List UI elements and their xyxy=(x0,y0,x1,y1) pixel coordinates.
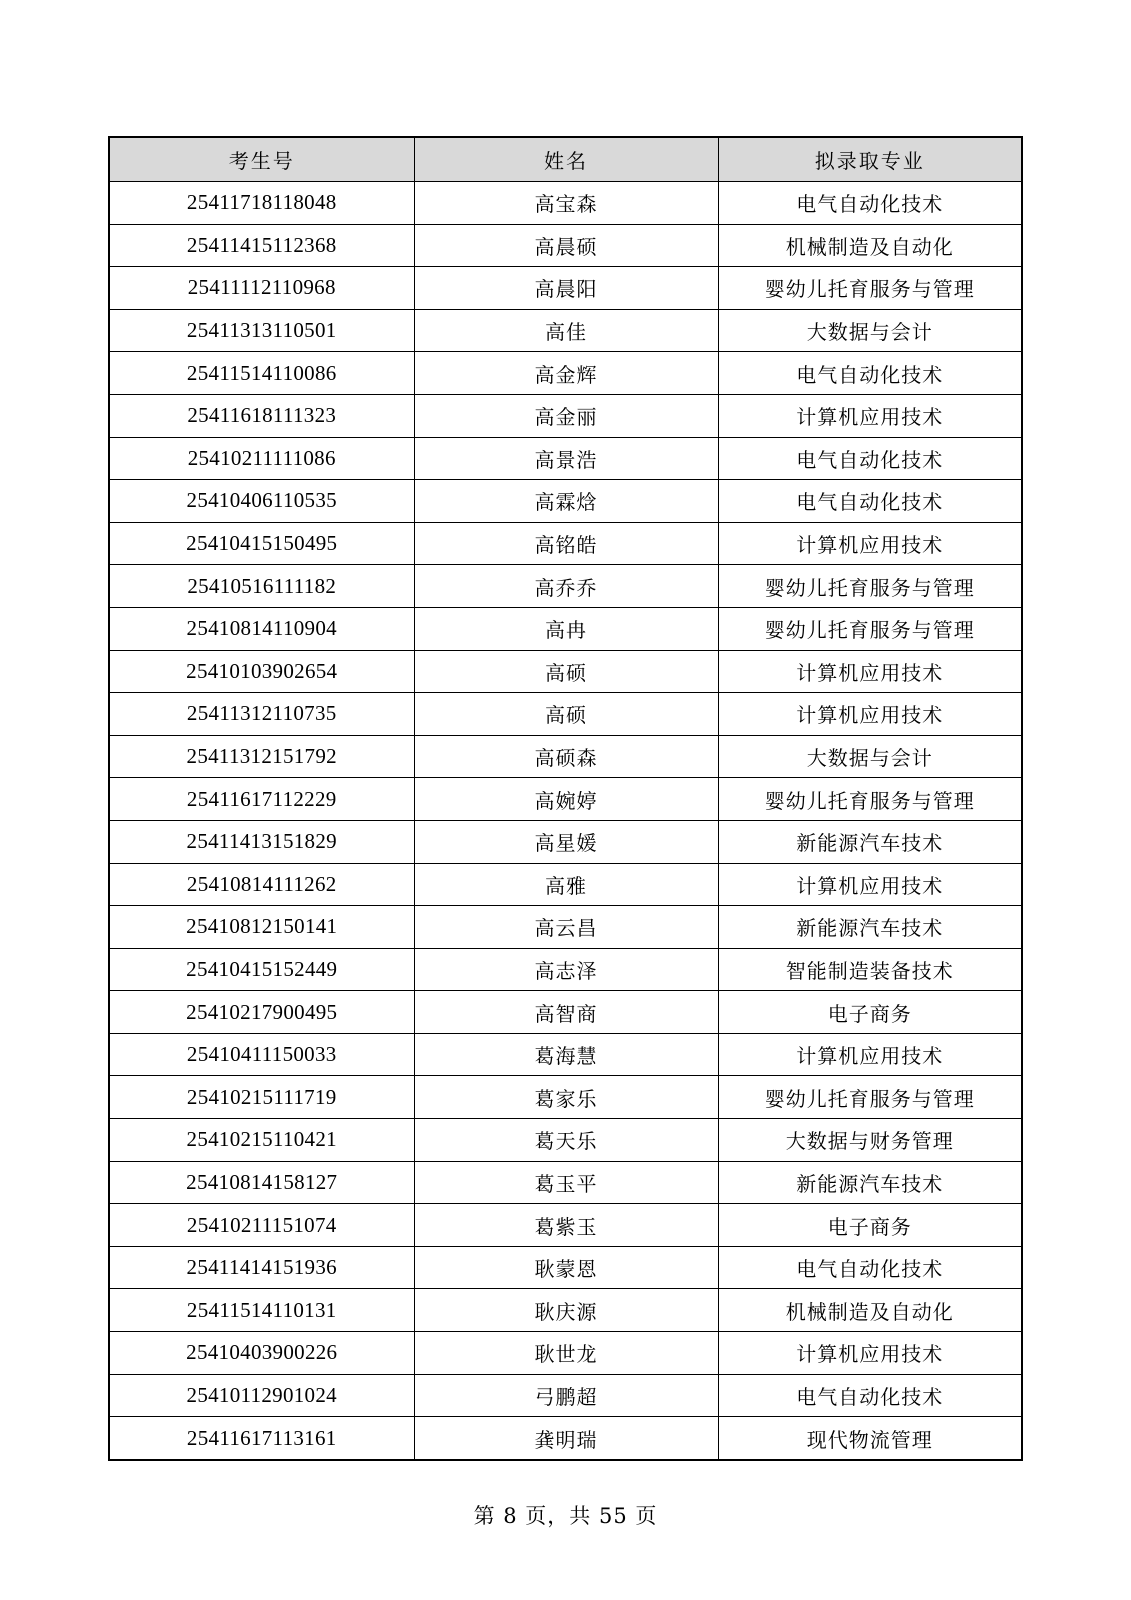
table-row xyxy=(109,863,1022,906)
cell-name: 高晨硕 xyxy=(414,224,718,267)
cell-name: 高婉婷 xyxy=(414,778,718,821)
cell-name: 高宝森 xyxy=(414,182,718,225)
cell-exam-number: 25410411150033 xyxy=(109,1033,414,1076)
cell-major: 婴幼儿托育服务与管理 xyxy=(718,565,1022,608)
cell-major: 新能源汽车技术 xyxy=(718,1161,1022,1204)
table-row xyxy=(109,309,1022,352)
cell-name: 葛紫玉 xyxy=(414,1204,718,1247)
cell-exam-number: 25410217900495 xyxy=(109,991,414,1034)
cell-major: 婴幼儿托育服务与管理 xyxy=(718,778,1022,821)
cell-exam-number: 25410211151074 xyxy=(109,1204,414,1247)
cell-major: 电气自动化技术 xyxy=(718,1374,1022,1417)
cell-name: 耿庆源 xyxy=(414,1289,718,1332)
cell-name: 高智商 xyxy=(414,991,718,1034)
table-row xyxy=(109,735,1022,778)
table-row xyxy=(109,1374,1022,1417)
cell-major: 智能制造装备技术 xyxy=(718,948,1022,991)
cell-exam-number: 25410112901024 xyxy=(109,1374,414,1417)
cell-name: 耿世龙 xyxy=(414,1332,718,1375)
cell-name: 高铭皓 xyxy=(414,522,718,565)
cell-name: 高金丽 xyxy=(414,394,718,437)
cell-major: 婴幼儿托育服务与管理 xyxy=(718,607,1022,650)
table-row xyxy=(109,1204,1022,1247)
cell-exam-number: 25411313110501 xyxy=(109,309,414,352)
table-row xyxy=(109,650,1022,693)
cell-major: 计算机应用技术 xyxy=(718,863,1022,906)
cell-major: 电气自动化技术 xyxy=(718,480,1022,523)
table-row xyxy=(109,224,1022,267)
table-row xyxy=(109,352,1022,395)
cell-exam-number: 25410103902654 xyxy=(109,650,414,693)
cell-name: 高硕 xyxy=(414,693,718,736)
header-name: 姓名 xyxy=(414,137,718,182)
table-row xyxy=(109,437,1022,480)
admission-list-table xyxy=(108,136,1023,1461)
table-row xyxy=(109,820,1022,863)
cell-major: 计算机应用技术 xyxy=(718,650,1022,693)
cell-major: 机械制造及自动化 xyxy=(718,1289,1022,1332)
cell-name: 高景浩 xyxy=(414,437,718,480)
cell-exam-number: 25410211111086 xyxy=(109,437,414,480)
cell-major: 电子商务 xyxy=(718,1204,1022,1247)
cell-name: 龚明瑞 xyxy=(414,1417,718,1460)
cell-major: 机械制造及自动化 xyxy=(718,224,1022,267)
table-row xyxy=(109,991,1022,1034)
table-row xyxy=(109,522,1022,565)
cell-major: 现代物流管理 xyxy=(718,1417,1022,1460)
cell-name: 高云昌 xyxy=(414,906,718,949)
page-number-footer: 第 8 页，共 55 页 xyxy=(473,1504,658,1528)
table-row xyxy=(109,1033,1022,1076)
cell-name: 弓鹏超 xyxy=(414,1374,718,1417)
cell-major: 大数据与财务管理 xyxy=(718,1119,1022,1162)
table-row xyxy=(109,267,1022,310)
cell-major: 计算机应用技术 xyxy=(718,693,1022,736)
cell-exam-number: 25411414151936 xyxy=(109,1246,414,1289)
cell-name: 高霖焓 xyxy=(414,480,718,523)
cell-exam-number: 25411618111323 xyxy=(109,394,414,437)
cell-exam-number: 25410406110535 xyxy=(109,480,414,523)
cell-name: 高雅 xyxy=(414,863,718,906)
cell-name: 高硕森 xyxy=(414,735,718,778)
table-row xyxy=(109,182,1022,225)
cell-exam-number: 25410215111719 xyxy=(109,1076,414,1119)
table-row xyxy=(109,607,1022,650)
cell-exam-number: 25411413151829 xyxy=(109,820,414,863)
cell-major: 大数据与会计 xyxy=(718,309,1022,352)
header-exam-number: 考生号 xyxy=(109,137,414,182)
cell-name: 高星媛 xyxy=(414,820,718,863)
cell-exam-number: 25410812150141 xyxy=(109,906,414,949)
table-row xyxy=(109,1119,1022,1162)
cell-exam-number: 25411415112368 xyxy=(109,224,414,267)
table-row xyxy=(109,1332,1022,1375)
cell-exam-number: 25411617112229 xyxy=(109,778,414,821)
cell-name: 耿蒙恩 xyxy=(414,1246,718,1289)
cell-name: 葛玉平 xyxy=(414,1161,718,1204)
cell-name: 高硕 xyxy=(414,650,718,693)
cell-exam-number: 25411514110086 xyxy=(109,352,414,395)
table-row xyxy=(109,565,1022,608)
cell-exam-number: 25410415150495 xyxy=(109,522,414,565)
cell-name: 高志泽 xyxy=(414,948,718,991)
cell-major: 计算机应用技术 xyxy=(718,394,1022,437)
table-row xyxy=(109,906,1022,949)
table-row xyxy=(109,778,1022,821)
cell-exam-number: 25410814110904 xyxy=(109,607,414,650)
cell-name: 葛家乐 xyxy=(414,1076,718,1119)
table-row xyxy=(109,1076,1022,1119)
cell-exam-number: 25410415152449 xyxy=(109,948,414,991)
table-row xyxy=(109,1289,1022,1332)
cell-name: 葛天乐 xyxy=(414,1119,718,1162)
cell-major: 计算机应用技术 xyxy=(718,522,1022,565)
cell-major: 婴幼儿托育服务与管理 xyxy=(718,1076,1022,1119)
table-row xyxy=(109,1246,1022,1289)
cell-exam-number: 25411718118048 xyxy=(109,182,414,225)
table-row xyxy=(109,693,1022,736)
cell-exam-number: 25410814158127 xyxy=(109,1161,414,1204)
cell-major: 电气自动化技术 xyxy=(718,1246,1022,1289)
header-major: 拟录取专业 xyxy=(718,137,1022,182)
table-body xyxy=(109,182,1022,1460)
cell-major: 电气自动化技术 xyxy=(718,437,1022,480)
table-header xyxy=(109,137,1022,182)
cell-name: 高乔乔 xyxy=(414,565,718,608)
table-row xyxy=(109,948,1022,991)
cell-exam-number: 25411312110735 xyxy=(109,693,414,736)
table-row xyxy=(109,1417,1022,1460)
cell-exam-number: 25410814111262 xyxy=(109,863,414,906)
header-row xyxy=(109,137,1022,182)
table-row xyxy=(109,394,1022,437)
cell-exam-number: 25411312151792 xyxy=(109,735,414,778)
cell-major: 电子商务 xyxy=(718,991,1022,1034)
cell-name: 高金辉 xyxy=(414,352,718,395)
cell-exam-number: 25411514110131 xyxy=(109,1289,414,1332)
cell-major: 计算机应用技术 xyxy=(718,1033,1022,1076)
cell-name: 高冉 xyxy=(414,607,718,650)
cell-major: 新能源汽车技术 xyxy=(718,906,1022,949)
cell-name: 高晨阳 xyxy=(414,267,718,310)
table-row xyxy=(109,480,1022,523)
cell-major: 婴幼儿托育服务与管理 xyxy=(718,267,1022,310)
cell-major: 大数据与会计 xyxy=(718,735,1022,778)
cell-name: 高佳 xyxy=(414,309,718,352)
cell-exam-number: 25411617113161 xyxy=(109,1417,414,1460)
cell-major: 计算机应用技术 xyxy=(718,1332,1022,1375)
cell-major: 电气自动化技术 xyxy=(718,182,1022,225)
table-row xyxy=(109,1161,1022,1204)
cell-major: 新能源汽车技术 xyxy=(718,820,1022,863)
cell-exam-number: 25410403900226 xyxy=(109,1332,414,1375)
cell-exam-number: 25410215110421 xyxy=(109,1119,414,1162)
cell-major: 电气自动化技术 xyxy=(718,352,1022,395)
cell-exam-number: 25410516111182 xyxy=(109,565,414,608)
cell-name: 葛海慧 xyxy=(414,1033,718,1076)
cell-exam-number: 25411112110968 xyxy=(109,267,414,310)
